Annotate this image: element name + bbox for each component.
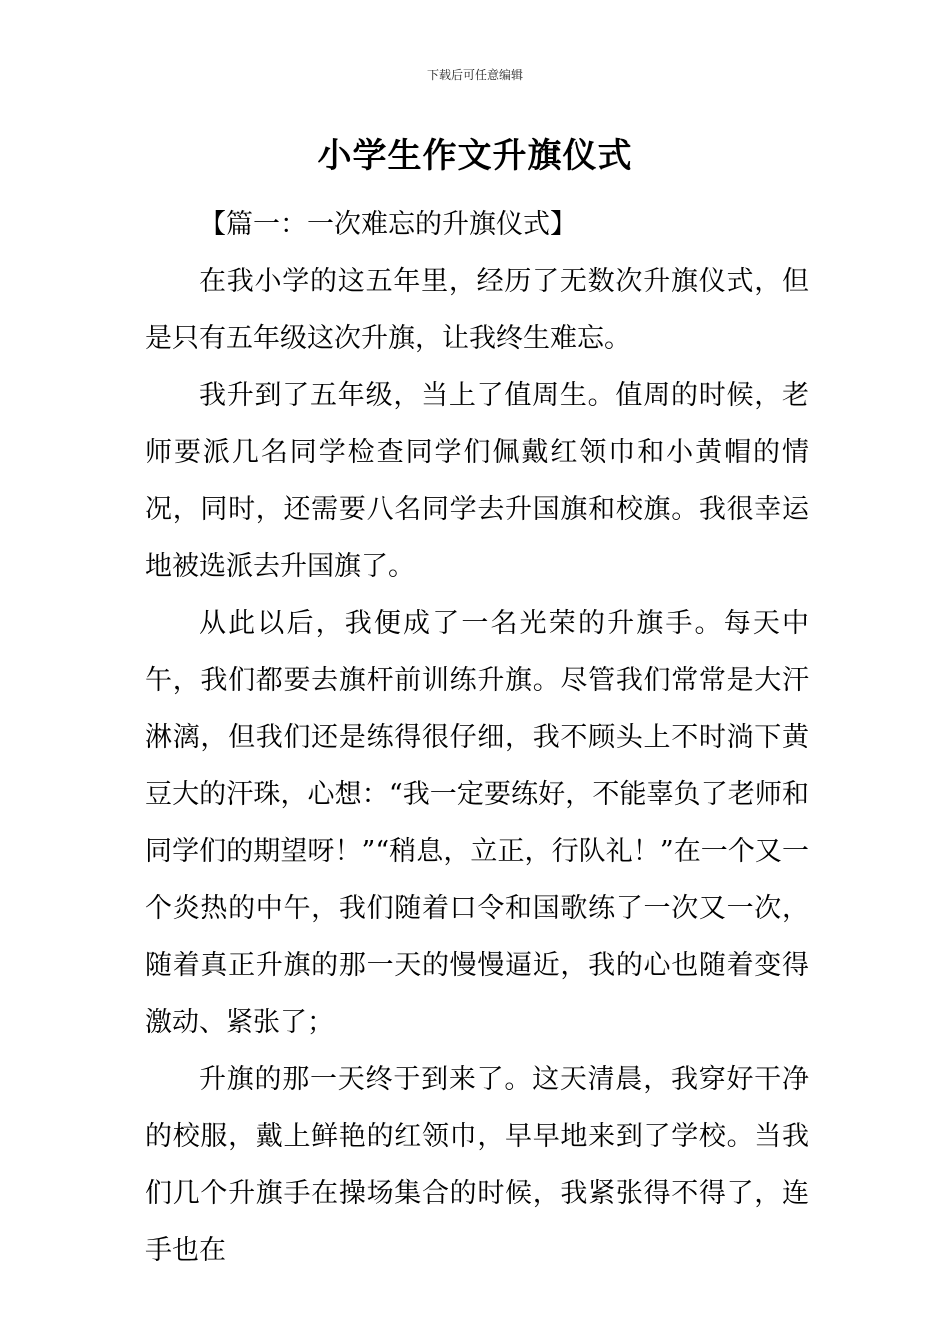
paragraph: 我升到了五年级，当上了值周生。值周的时候，老师要派几名同学检查同学们佩戴红领巾和小黄帽的情况，同时，还需要八名同学去升国旗和校旗。我很幸运地被选派去升国旗了。 bbox=[145, 380, 809, 582]
document-body bbox=[145, 196, 809, 1279]
paragraph: 从此以后，我便成了一名光荣的升旗手。每天中午，我们都要去旗杆前训练升旗。尽管我们常常是大汗淋漓，但我们还是练得很仔细，我不顾头上不时淌下黄豆大的汗珠，心想：“我一定要练好，不能辜负了老师和同学们的期望呀！”“稍息，立正，行队礼！”在一个又一个炎热的中午，我们随着口令和国歌练了一次又一次，随着真正升旗的那一天的慢慢逼近，我的心也随着变得激动、紧张了； bbox=[145, 608, 809, 1038]
paragraph: 在我小学的这五年里，经历了无数次升旗仪式，但是只有五年级这次升旗，让我终生难忘。 bbox=[145, 266, 809, 354]
document-title: 小学生作文升旗仪式 bbox=[317, 136, 633, 176]
section-heading: 【篇一：一次难忘的升旗仪式】 bbox=[199, 209, 577, 240]
header-note: 下载后可任意编辑 bbox=[426, 68, 523, 82]
paragraph: 升旗的那一天终于到来了。这天清晨，我穿好干净的校服，戴上鲜艳的红领巾，早早地来到了学校。当我们几个升旗手在操场集合的时候，我紧张得不得了，连手也在 bbox=[145, 1064, 809, 1266]
